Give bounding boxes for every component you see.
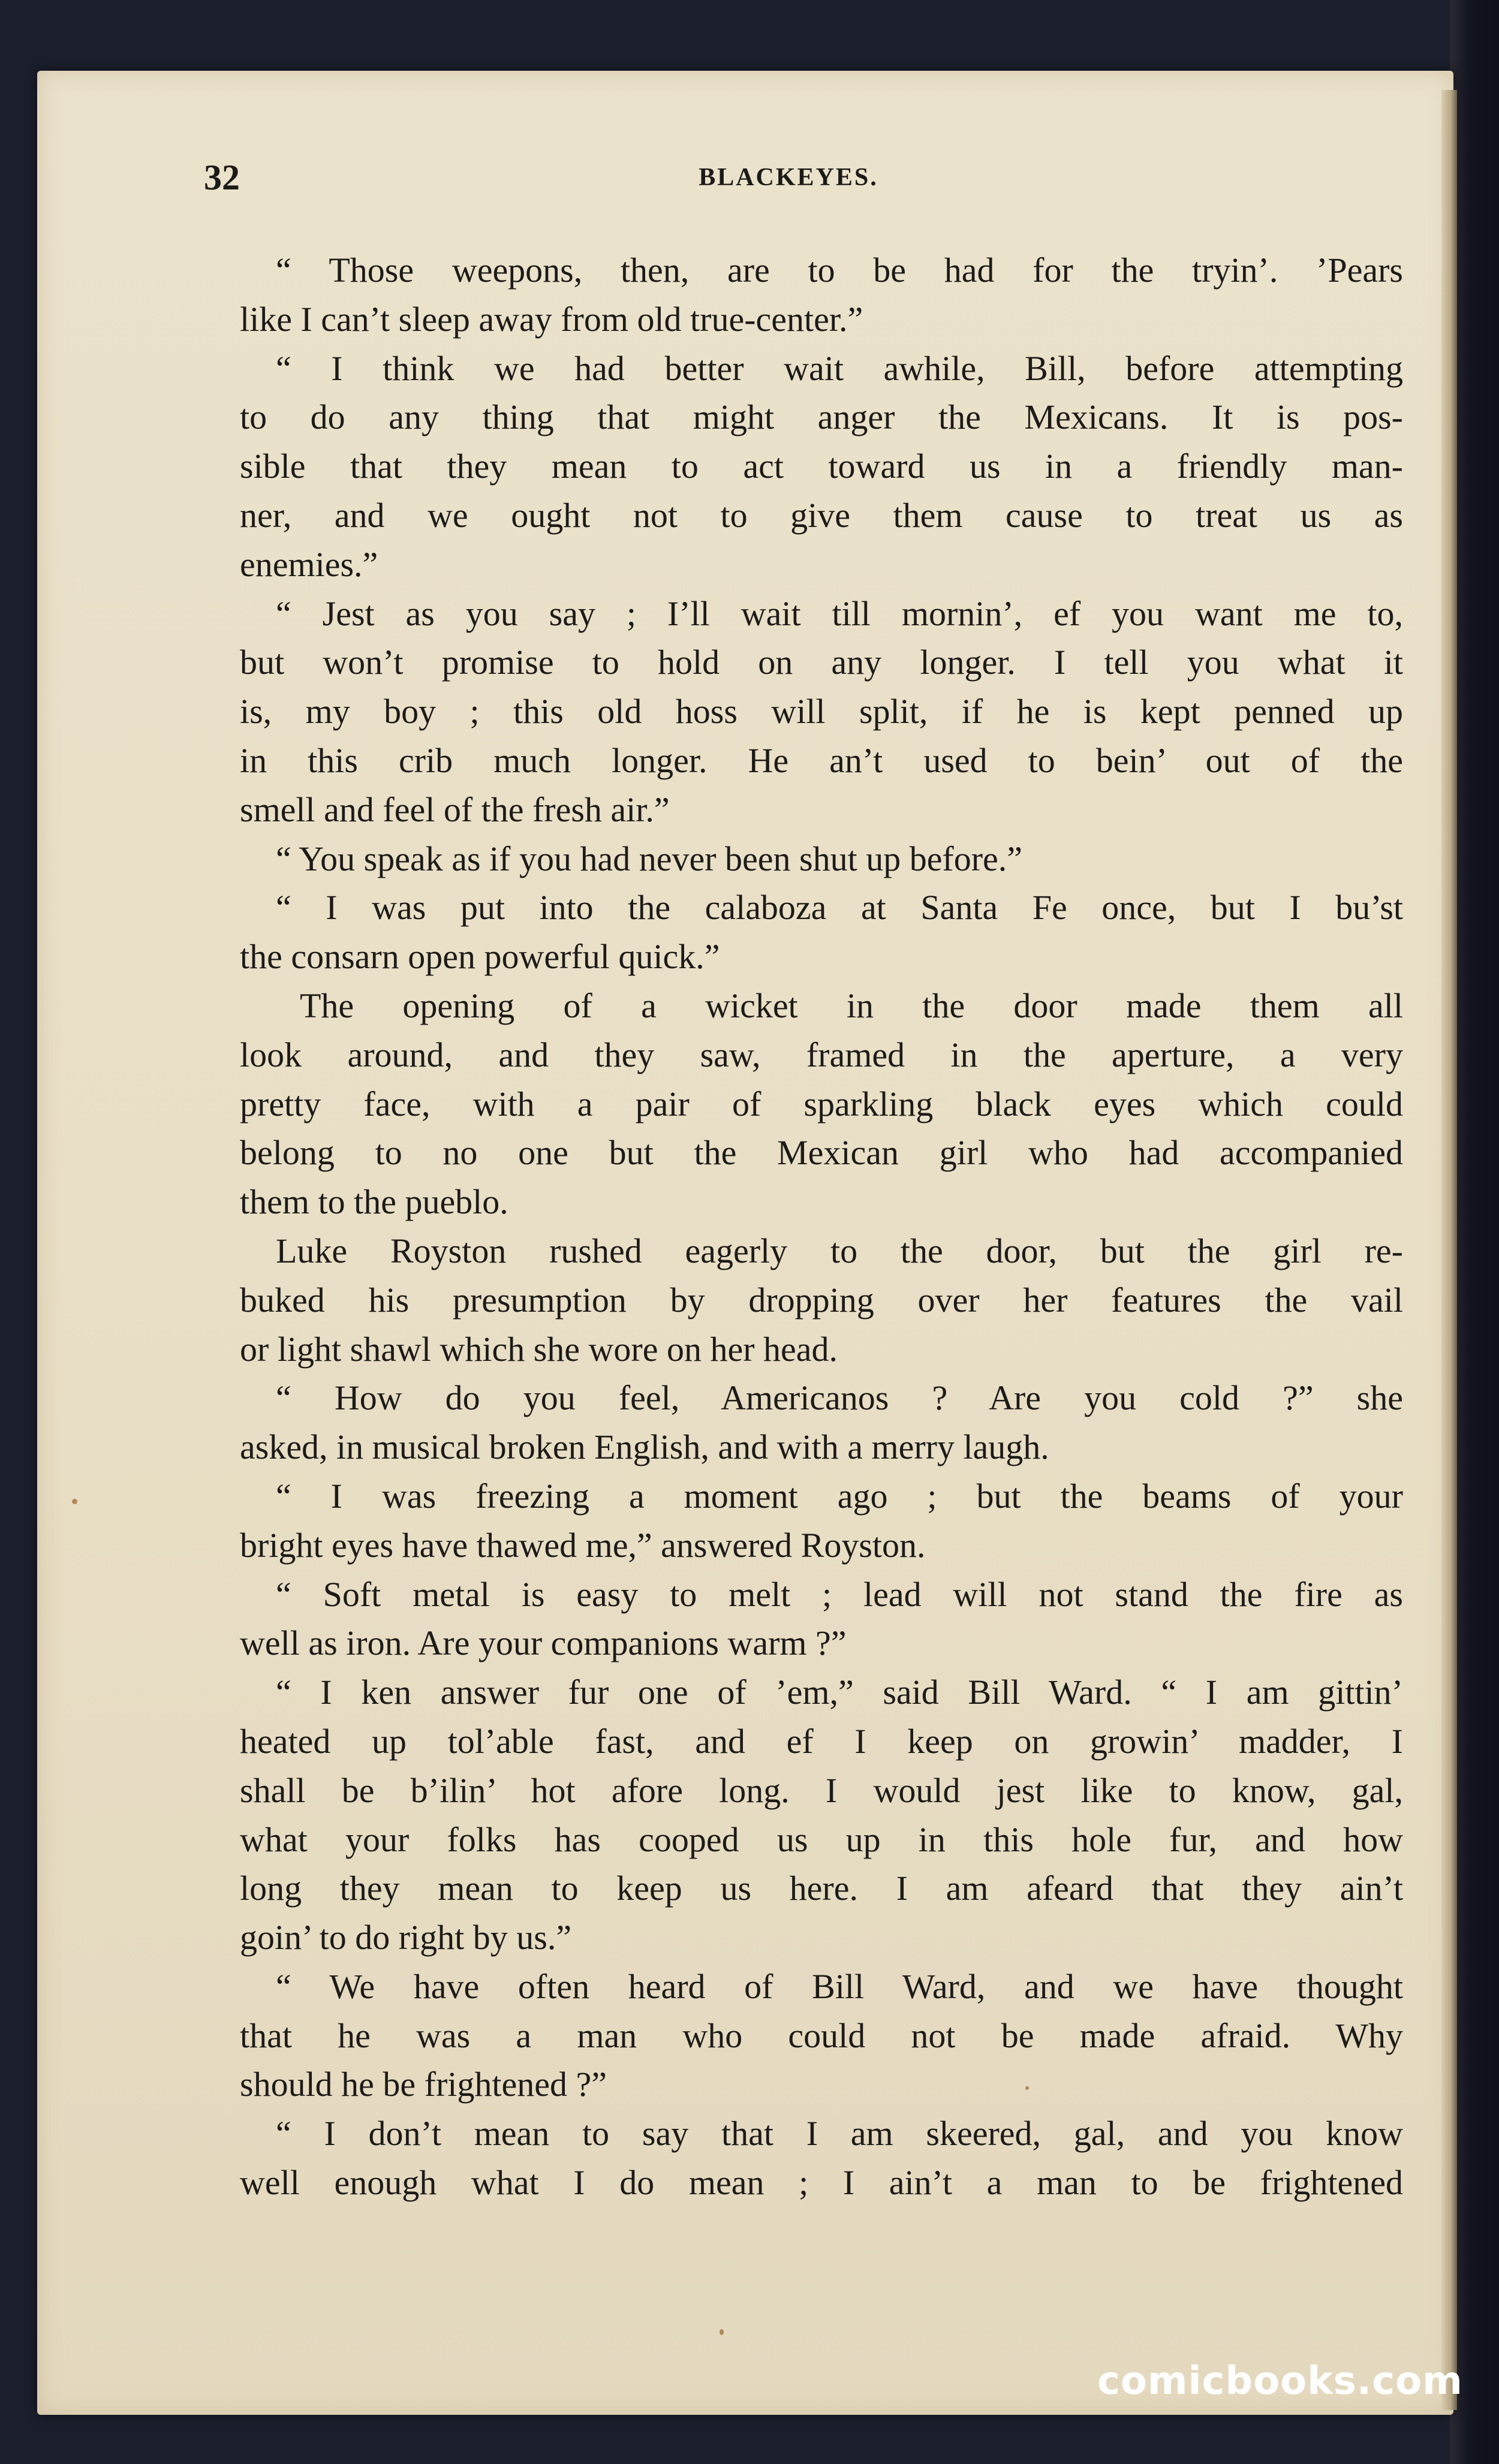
text-line: enemies.” bbox=[240, 544, 378, 584]
text-line: what your folks has cooped us up in this hole fur, and how bbox=[240, 1820, 1403, 1859]
text-line: look around, and they saw, framed in the aperture, a very bbox=[240, 1035, 1403, 1074]
watermark: comicbooks.com bbox=[1097, 2359, 1463, 2403]
text-line: well enough what I do mean ; I ain’t a man to be frightened bbox=[240, 2163, 1403, 2203]
page-edge bbox=[1441, 90, 1457, 2410]
text-line: should he be frightened ?” bbox=[240, 2065, 607, 2104]
text-line: in this crib much longer. He an’t used to bein’ out of the bbox=[240, 740, 1403, 780]
text-line: The opening of a wicket in the door made them all bbox=[300, 986, 1403, 1025]
paper-speck bbox=[72, 1499, 77, 1504]
text-line: like I can’t sleep away from old true-center.” bbox=[240, 299, 863, 339]
text-line: “ I was freezing a moment ago ; but the beams of your bbox=[276, 1476, 1403, 1516]
text-line: “ Soft metal is easy to melt ; lead will not stand the fire as bbox=[276, 1574, 1403, 1614]
text-line: or light shawl which she wore on her head. bbox=[240, 1329, 838, 1369]
text-line: goin’ to do right by us.” bbox=[240, 1918, 572, 1957]
text-line: “ I ken answer fur one of ’em,” said Bill Ward. “ I am gittin’ bbox=[276, 1673, 1403, 1712]
text-line: well as iron. Are your companions warm ?” bbox=[240, 1623, 847, 1663]
text-line: the consarn open powerful quick.” bbox=[240, 937, 720, 977]
text-line: “ We have often heard of Bill Ward, and we have thought bbox=[276, 1966, 1403, 2006]
text-line: smell and feel of the fresh air.” bbox=[240, 790, 670, 829]
text-line: them to the pueblo. bbox=[240, 1182, 508, 1222]
text-line: sible that they mean to act toward us in a friendly man- bbox=[240, 447, 1403, 486]
text-line: “ I was put into the calaboza at Santa Fe once, but I bu’st bbox=[276, 888, 1403, 927]
paper-speck bbox=[720, 2329, 724, 2335]
page-header bbox=[204, 157, 1397, 205]
text-line: to do any thing that might anger the Mexicans. It is pos- bbox=[240, 397, 1403, 437]
text-line: long they mean to keep us here. I am afeard that they ain’t bbox=[240, 1869, 1403, 1908]
text-line: belong to no one but the Mexican girl who had accompanied bbox=[240, 1133, 1403, 1173]
text-line: is, my boy ; this old hoss will split, if he is kept penned up bbox=[240, 692, 1403, 731]
text-line: “ I don’t mean to say that I am skeered, gal, and you know bbox=[276, 2114, 1403, 2153]
page-number: 32 bbox=[204, 158, 240, 197]
text-line: that he was a man who could not be made afraid. Why bbox=[240, 2016, 1403, 2055]
text-line: Luke Royston rushed eagerly to the door, but the girl re- bbox=[276, 1231, 1403, 1270]
text-line: heated up tol’able fast, and ef I keep on growin’ madder, I bbox=[240, 1721, 1403, 1761]
text-line: “ Those weepons, then, are to be had for the tryin’. ’Pears bbox=[276, 251, 1403, 290]
body-text bbox=[240, 246, 1403, 2207]
text-line: asked, in musical broken English, and with a merry laugh. bbox=[240, 1427, 1049, 1467]
book-spine bbox=[1450, 0, 1499, 2464]
text-line: buked his presumption by dropping over her features the vail bbox=[240, 1280, 1403, 1320]
text-line: ner, and we ought not to give them cause to treat us as bbox=[240, 495, 1403, 535]
text-line: bright eyes have thawed me,” answered Royston. bbox=[240, 1525, 926, 1565]
text-line: but won’t promise to hold on any longer. I tell you what it bbox=[240, 643, 1403, 682]
text-line: shall be b’ilin’ hot afore long. I would jest like to know, gal, bbox=[240, 1770, 1403, 1810]
running-title: BLACKEYES. bbox=[699, 164, 878, 191]
text-line: “ You speak as if you had never been shut up before.” bbox=[276, 839, 1023, 878]
text-line: “ Jest as you say ; I’ll wait till mornin’, ef you want me to, bbox=[276, 594, 1403, 633]
text-line: pretty face, with a pair of sparkling black eyes which could bbox=[240, 1084, 1403, 1123]
text-line: “ How do you feel, Americanos ? Are you cold ?” she bbox=[276, 1378, 1403, 1418]
text-line: “ I think we had better wait awhile, Bill, before attempting bbox=[276, 348, 1403, 388]
